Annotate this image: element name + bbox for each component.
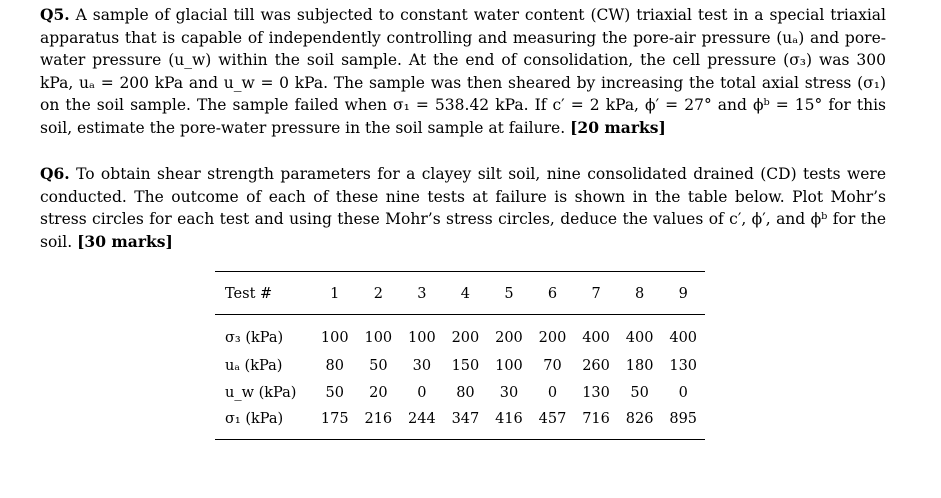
table-cell: 80 bbox=[325, 358, 344, 375]
table-cell: 180 bbox=[625, 358, 654, 375]
table-cell: 200 bbox=[538, 330, 567, 346]
table-cell: 80 bbox=[456, 384, 475, 401]
table-header-cell: 9 bbox=[678, 286, 688, 302]
table-cell: 347 bbox=[451, 411, 480, 428]
table-header-cell: 7 bbox=[591, 286, 601, 302]
table-header-cell: 5 bbox=[504, 286, 514, 302]
table-cell: 130 bbox=[669, 358, 698, 375]
table-header-cell: 8 bbox=[634, 286, 645, 302]
table-header-cell: 3 bbox=[417, 286, 427, 302]
table-cell: 100 bbox=[408, 330, 436, 346]
table-cell: 100 bbox=[495, 358, 523, 375]
table-cell: 260 bbox=[582, 358, 610, 375]
table-cell: 50 bbox=[369, 358, 388, 375]
question-6-number: Q6. bbox=[40, 164, 70, 183]
table-cell: 30 bbox=[412, 358, 432, 375]
question-6-marks: [30 marks] bbox=[77, 231, 173, 251]
table-row-label: uₐ (kPa) bbox=[225, 358, 283, 375]
question-6 bbox=[40, 163, 886, 253]
table-header-cell: 4 bbox=[460, 286, 471, 302]
table-cell: 200 bbox=[451, 330, 480, 346]
table-cell: 895 bbox=[669, 411, 698, 428]
table-cell: 175 bbox=[320, 411, 349, 428]
table-header-cell: Test # bbox=[225, 286, 273, 302]
table-cell: 457 bbox=[538, 411, 567, 428]
table-row bbox=[215, 353, 705, 380]
table-cell: 130 bbox=[582, 384, 610, 401]
table-cell: 244 bbox=[408, 411, 436, 428]
table-row-label: σ₁ (kPa) bbox=[225, 411, 284, 428]
table-bottom-rule bbox=[215, 439, 705, 440]
table-row-label: σ₃ (kPa) bbox=[225, 330, 284, 346]
table-cell: 416 bbox=[495, 411, 523, 428]
table-cell: 716 bbox=[582, 411, 610, 428]
table-header-row bbox=[215, 272, 705, 314]
table-header-cell: 2 bbox=[373, 286, 383, 302]
table-cell: 400 bbox=[582, 330, 610, 346]
table-header-cell: 6 bbox=[547, 286, 558, 302]
table-cell: 0 bbox=[547, 384, 558, 401]
table-cell: 50 bbox=[630, 384, 649, 401]
table-cell: 0 bbox=[417, 384, 427, 401]
test-results-table bbox=[215, 271, 705, 440]
table-header-cell: 1 bbox=[330, 286, 340, 302]
table-cell: 216 bbox=[364, 411, 393, 428]
question-6-text: To obtain shear strength parameters for a clayey silt soil, nine consolidated drained (CD) tests were conducted. The outcome of each of these nine tests at failure is shown in the table below. Plot Mohr’s stress circles for each test and using these Mohr’s stress circles, deduce the values of c′, ϕ′, and ϕᵇ for the soil. bbox=[40, 165, 886, 251]
question-5 bbox=[40, 4, 886, 140]
question-5-marks: [20 marks] bbox=[570, 117, 666, 137]
table-cell: 200 bbox=[495, 330, 523, 346]
table-row-label: u_w (kPa) bbox=[225, 384, 297, 401]
table-cell: 150 bbox=[451, 358, 480, 375]
question-5-text: A sample of glacial till was subjected to constant water content (CW) triaxial test in a special triaxial apparatus that is capable of independently controlling and measuring the pore-air pressure (uₐ) and pore-water pressure (u_w) within the soil sample. At the end of consolidation, the cell pressure (σ₃) was 300 kPa, uₐ = 200 kPa and u_w = 0 kPa. The sample was then sheared by increasing the total axial stress (σ₁) on the soil sample. The sample failed when σ₁ = 538.42 kPa. If c′ = 2 kPa, ϕ′ = 27° and ϕᵇ = 15° for this soil, estimate the pore-water pressure in the soil sample at failure. bbox=[40, 6, 887, 137]
table-cell: 0 bbox=[678, 384, 688, 401]
table-cell: 400 bbox=[625, 330, 654, 346]
table-row bbox=[215, 315, 705, 353]
table-cell: 70 bbox=[543, 358, 562, 375]
table-cell: 100 bbox=[320, 330, 349, 346]
table-row bbox=[215, 380, 705, 407]
table-cell: 100 bbox=[364, 330, 393, 346]
table-cell: 826 bbox=[625, 411, 654, 428]
table-cell: 30 bbox=[499, 384, 519, 401]
question-5-number: Q5. bbox=[40, 5, 70, 24]
table-cell: 50 bbox=[325, 384, 344, 401]
table-cell: 400 bbox=[669, 330, 698, 346]
table-row bbox=[215, 406, 705, 433]
table-cell: 20 bbox=[369, 384, 388, 401]
